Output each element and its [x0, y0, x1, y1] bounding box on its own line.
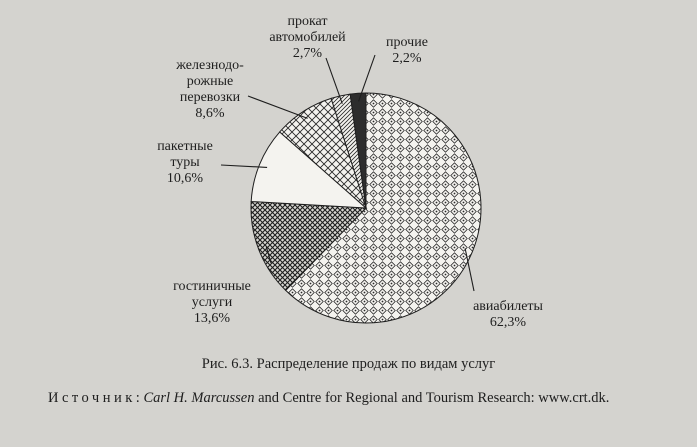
slice-label-5: [367, 35, 447, 67]
slice-label-2: [135, 139, 235, 187]
slice-label-line: прочие: [386, 35, 428, 50]
slice-label-line: туры: [170, 155, 200, 170]
slice-label-4: [250, 14, 365, 62]
slice-label-line: пакетные: [157, 139, 213, 154]
slice-label-3: [145, 58, 275, 122]
slice-label-line: рожные: [186, 74, 234, 89]
source-rest: and Centre for Regional and Tourism Research: www.crt.dk.: [254, 390, 610, 406]
slice-value-label: 10,6%: [166, 171, 204, 186]
slice-label-line: авиабилеты: [473, 299, 543, 314]
slice-label-line: прокат: [287, 14, 328, 29]
slice-label-0: [448, 299, 568, 331]
slice-label-line: услуги: [191, 295, 233, 310]
source-author: Carl H. Marcussen: [143, 390, 255, 406]
slice-label-line: автомобилей: [269, 30, 346, 45]
slice-label-line: перевозки: [179, 90, 241, 105]
leader-line-4: [326, 58, 342, 104]
slice-value-label: 2,2%: [392, 51, 422, 66]
source-note: [14, 388, 685, 409]
slice-label-line: железнодо-: [176, 58, 244, 73]
slice-label-1: [152, 279, 272, 327]
slice-value-label: 62,3%: [489, 315, 527, 330]
slice-value-label: 13,6%: [193, 311, 231, 326]
source-colon: :: [135, 390, 144, 406]
slice-value-label: 2,7%: [292, 46, 323, 61]
slice-label-line: гостиничные: [173, 279, 251, 294]
figure-caption: Рис. 6.3. Распределение продаж по видам услуг: [201, 356, 496, 372]
source-prefix: Источник: [48, 390, 136, 406]
slice-value-label: 8,6%: [195, 106, 225, 121]
